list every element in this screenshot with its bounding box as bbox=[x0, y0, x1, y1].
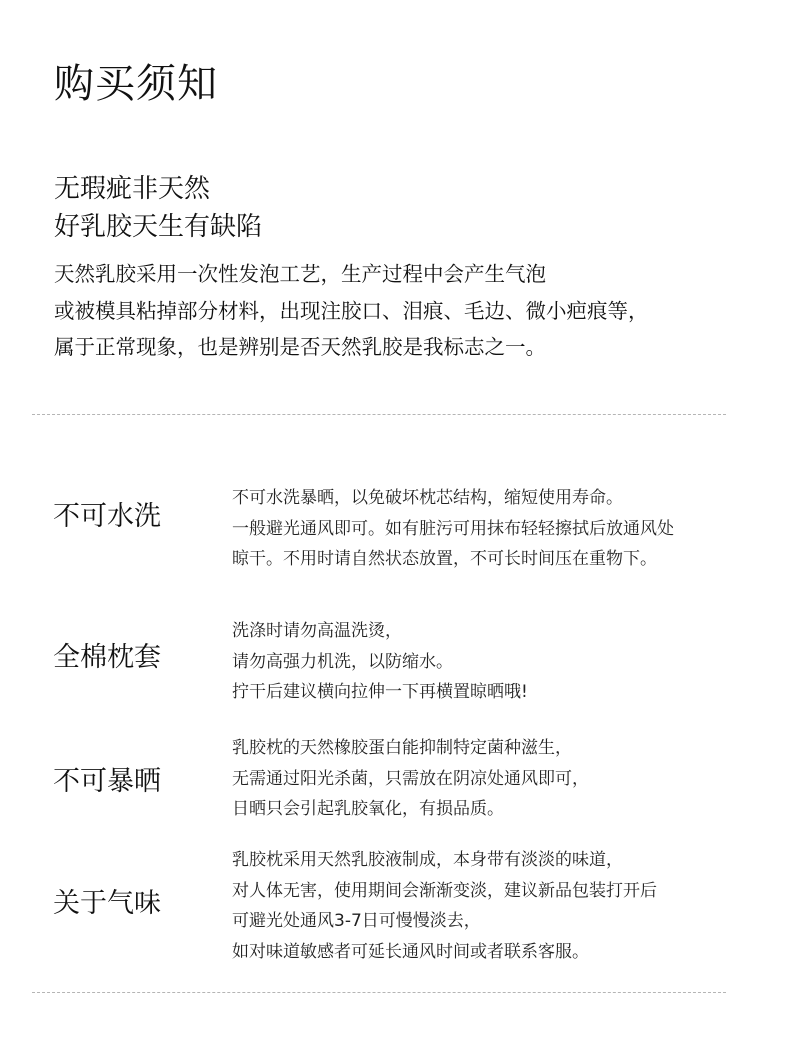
intro-line: 属于正常现象，也是辨别是否天然乳胶是我标志之一。 bbox=[54, 335, 546, 359]
intro-paragraph bbox=[54, 256, 649, 366]
section-line: 晾干。不用时请自然状态放置，不可长时间压在重物下。 bbox=[232, 549, 657, 569]
headline-line: 无瑕疵非天然 bbox=[54, 174, 211, 204]
section-line: 乳胶枕采用天然乳胶液制成，本身带有淡淡的味道， bbox=[232, 850, 623, 870]
headline-line: 好乳胶天生有缺陷 bbox=[54, 212, 263, 242]
section-label: 关于气味 bbox=[53, 888, 161, 919]
section-body bbox=[232, 845, 657, 967]
page-title: 购买须知 bbox=[54, 61, 218, 107]
section-label: 不可水洗 bbox=[53, 501, 161, 532]
intro-line: 或被模具粘掉部分材料，出现注胶口、泪痕、毛边、微小疤痕等， bbox=[54, 298, 649, 323]
section-line: 一般避光通风即可。如有脏污可用抹布轻轻擦拭后放通风处 bbox=[232, 518, 674, 539]
section-line: 可避光处通风3-7日可慢慢淡去， bbox=[232, 911, 481, 931]
headline bbox=[54, 170, 262, 246]
section-body bbox=[232, 483, 674, 575]
bottom-divider bbox=[32, 992, 726, 993]
section-line: 对人体无害，使用期间会渐渐变淡，建议新品包装打开后 bbox=[232, 880, 657, 901]
section-label: 不可暴晒 bbox=[53, 766, 161, 797]
intro-line: 天然乳胶采用一次性发泡工艺，生产过程中会产生气泡 bbox=[54, 262, 546, 286]
section-line: 不可水洗暴晒，以免破坏枕芯结构，缩短使用寿命。 bbox=[232, 488, 623, 508]
section-body bbox=[232, 616, 528, 708]
section-line: 日晒只会引起乳胶氧化，有损品质。 bbox=[232, 799, 504, 819]
section-body bbox=[232, 733, 589, 825]
section-line: 请勿高强力机洗，以防缩水。 bbox=[232, 651, 453, 672]
section-line: 无需通过阳光杀菌，只需放在阴凉处通风即可， bbox=[232, 768, 589, 789]
section-line: 乳胶枕的天然橡胶蛋白能抑制特定菌种滋生， bbox=[232, 738, 572, 758]
section-line: 如对味道敏感者可延长通风时间或者联系客服。 bbox=[232, 941, 589, 962]
section-line: 洗涤时请勿高温洗烫， bbox=[232, 621, 402, 641]
section-label: 全棉枕套 bbox=[53, 642, 161, 673]
section-line: 拧干后建议横向拉伸一下再横置晾晒哦! bbox=[232, 682, 528, 702]
top-divider bbox=[32, 414, 726, 415]
